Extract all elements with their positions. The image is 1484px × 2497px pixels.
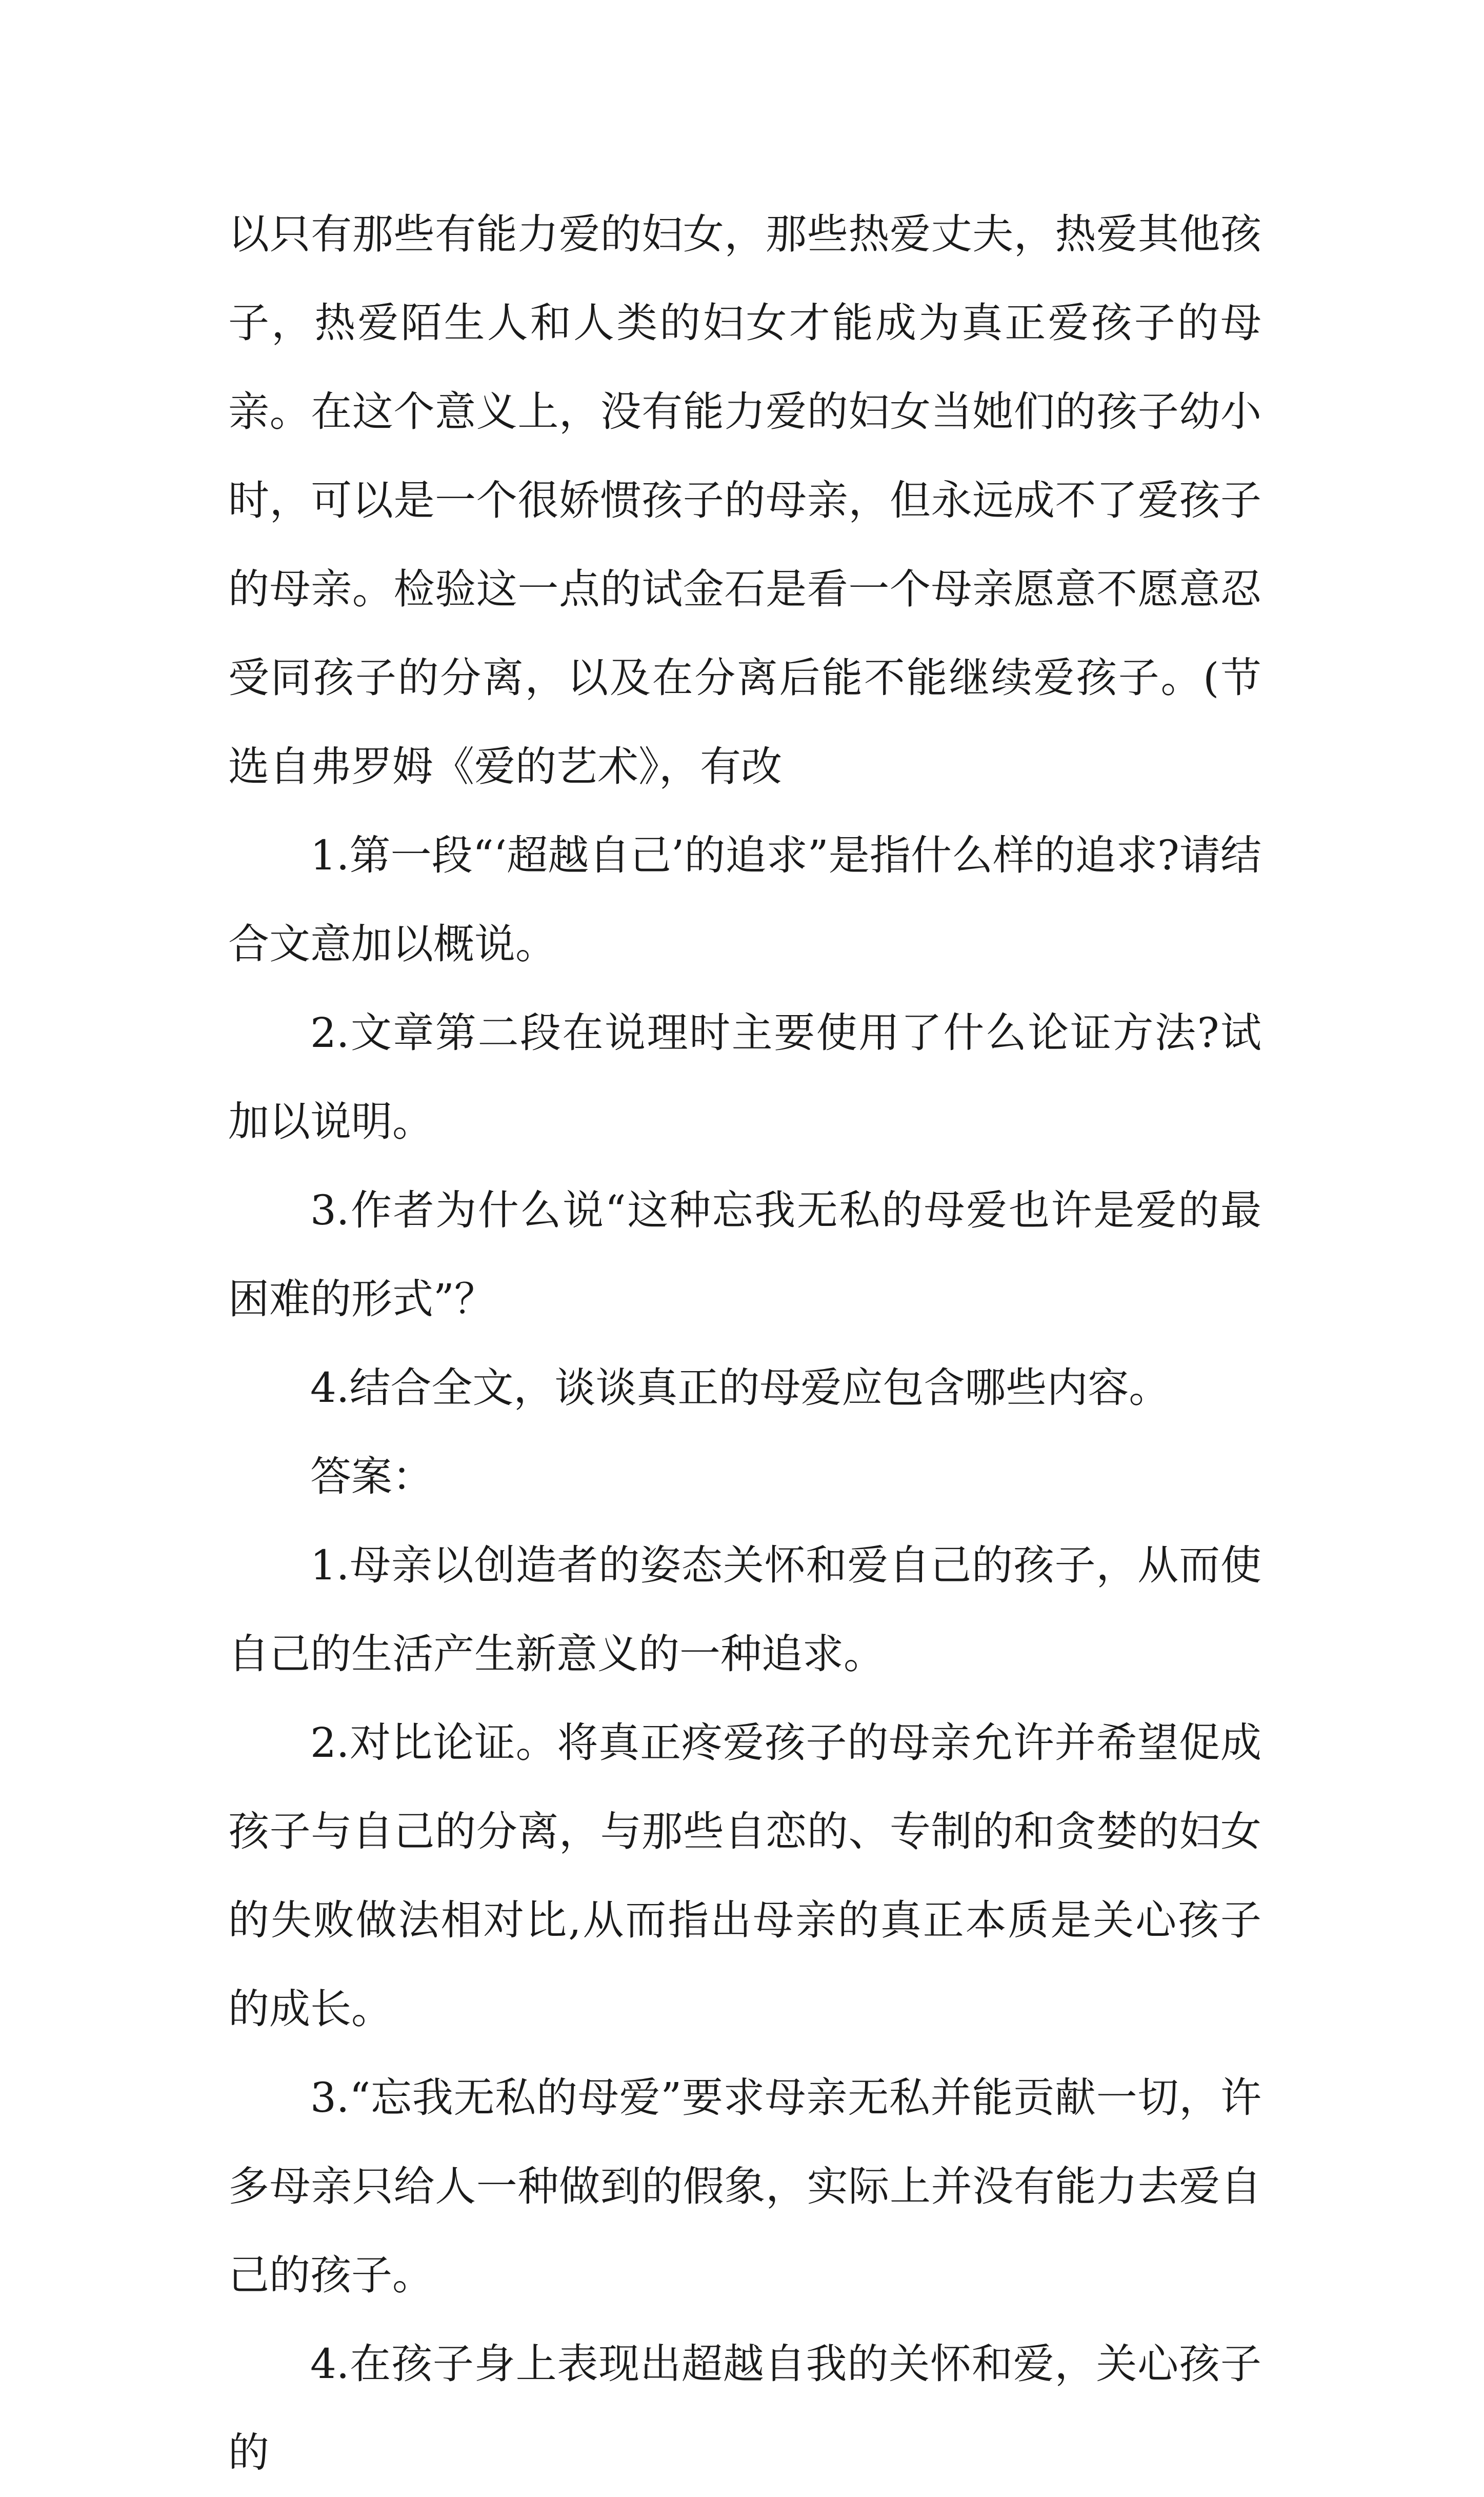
question-3: 3.作者为什么说“这种忘我无私的母爱也许是爱的最困难的形式”？ [228, 1186, 1261, 1323]
question-4: 4.结合全文，谈谈真正的母爱应包含哪些内容。 [310, 1364, 1170, 1412]
answer-4: 4.在孩子身上表现出超越自我的关怀和爱，关心孩子的 [228, 2340, 1261, 2476]
answers-heading: 答案： [310, 1453, 433, 1500]
paragraph-passage-end: 以只有那些有能力爱的妇女，那些热爱丈夫，热爱其他孩子，热爱陌生人和人类的妇女才能成为真正爱孩子的母亲。在这个意义上，没有能力爱的妇女当她们的孩子幼小时，可以是一个很娇惯孩子的母亲，但永远成不了爱孩子的母亲。检验这一点的试金石是看一个母亲愿意不愿意忍受同孩子的分离，以及在分离后能不能继续爱孩子。(节选自弗罗姆《爱的艺术》，有改 [228, 210, 1261, 790]
document-body [228, 190, 1261, 2497]
answer-3: 3.“忘我无私的母爱”要求母亲无私并能贡献一切，许多母亲只给人一种做到的假象，实际上并没有能力去爱自己的孩子。 [228, 2074, 1261, 2299]
question-1: 1.第一段“‘超越自己’的追求”是指什么样的追求?请结合文意加以概说。 [228, 831, 1261, 968]
question-2: 2.文章第二段在说理时主要使用了什么论证方法?试加以说明。 [228, 1009, 1261, 1145]
answer-1: 1.母亲以创造者的姿态关怀和爱自己的孩子，从而使自己的生活产生新意义的一种追求。 [228, 1541, 1261, 1678]
answer-2: 2.对比论证。将真正疼爱孩子的母亲允许并希望促成孩子与自己的分离，与那些自恋的、专制的和贪婪的妇女的失败做法相对比,从而指出母亲的真正本质是关心孩子的成长。 [228, 1719, 1261, 2033]
